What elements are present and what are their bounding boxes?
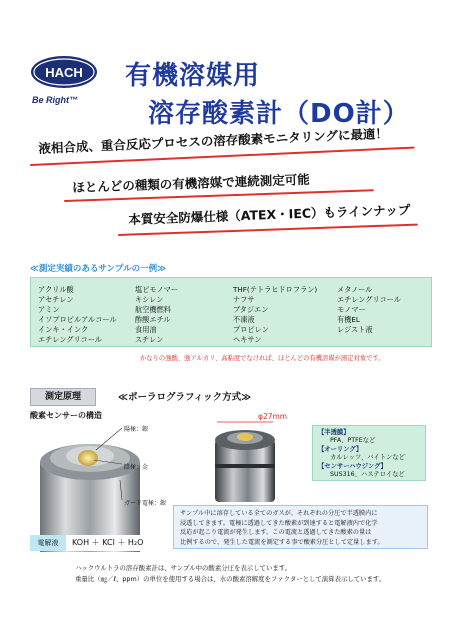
sample-item: キシレン bbox=[135, 295, 164, 304]
logo-text: HACH bbox=[45, 65, 83, 80]
spec-box bbox=[312, 425, 426, 481]
sample-item: イソプロピルアルコール bbox=[38, 315, 117, 324]
description-line: サンプル中に溶存している全てのガスが、それぞれの分圧で半透膜内に bbox=[180, 510, 378, 517]
description-line: 反応が起こり電流が発生します。この電流と透過してきた酸素の量は bbox=[180, 529, 372, 537]
samples-column bbox=[135, 285, 178, 345]
sample-item: 有機EL bbox=[337, 315, 360, 324]
sample-item: ナフサ bbox=[233, 295, 255, 304]
tagline: Be Right™ bbox=[32, 95, 78, 105]
title-line-2: 溶存酸素計（DO計） bbox=[148, 99, 410, 129]
samples-column bbox=[38, 285, 117, 345]
hach-logo bbox=[30, 55, 98, 89]
sample-item: プロピレン bbox=[233, 325, 269, 334]
sample-item: アクリル酸 bbox=[38, 285, 74, 294]
sample-item: 不凍液 bbox=[233, 315, 255, 324]
sensor-structure-title: 酸素センサーの構造 bbox=[30, 411, 102, 420]
sample-item: エチレングリコール bbox=[38, 335, 102, 344]
headline-1: 液相合成、重合反応プロセスの溶存酸素モニタリングに最適！ bbox=[38, 125, 389, 156]
principle-description bbox=[173, 505, 428, 549]
samples-box bbox=[30, 277, 432, 347]
footnote-1: ハックウルトラの溶存酸素計は、サンプル中の酸素分圧を表示しています。 bbox=[75, 564, 291, 572]
sample-item: メタノール bbox=[337, 285, 373, 294]
sample-item: インキ・インク bbox=[38, 325, 89, 334]
method-title: ≪ポーラログラフィック方式≫ bbox=[118, 392, 252, 403]
headline-3: 本質安全防爆仕様（ATEX・IEC）もラインナップ bbox=[128, 202, 411, 227]
sample-item: 食用油 bbox=[135, 325, 157, 334]
samples-column bbox=[233, 285, 317, 345]
anode-label: 陽極：銀 bbox=[124, 426, 149, 433]
sample-item: 酢酸エチル bbox=[135, 315, 171, 324]
title-line-1: 有機溶媒用 bbox=[125, 61, 261, 91]
footnote-2: 重量比（㎎／ℓ、ppm）の単位を使用する場合は、水の酸素溶解度をファクターとして演算表示しています。 bbox=[75, 575, 386, 583]
spec-heading: 【オーリング】 bbox=[318, 445, 363, 453]
sample-item: ヘキサン bbox=[233, 335, 262, 344]
sample-item: レジスト液 bbox=[337, 325, 373, 334]
sample-item: THF(テトラヒドロフラン) bbox=[233, 285, 318, 294]
spec-heading: 【センサーハウジング】 bbox=[318, 462, 387, 470]
spec-value: SUS316、ハステロイなど bbox=[330, 471, 405, 479]
sample-item: スチレン bbox=[135, 335, 164, 344]
electrolyte-formula: KOH ＋ KCl ＋ H₂O bbox=[72, 538, 144, 547]
sample-item: ブタジエン bbox=[233, 305, 269, 314]
sample-item: アセチレン bbox=[38, 295, 74, 304]
sample-item: アミン bbox=[38, 305, 60, 314]
electrolyte-label: 電解液 bbox=[30, 535, 66, 551]
principle-label: 測定原理 bbox=[30, 388, 96, 406]
spec-value: PFA、PTFEなど bbox=[330, 437, 376, 445]
samples-column bbox=[337, 285, 401, 335]
description-line: 比例するので、発生した電流を測定する事で酸素分圧として定量します。 bbox=[180, 538, 384, 546]
guard-electrode-label: ガード電極：銀 bbox=[124, 500, 167, 507]
spec-value: カルレッツ、バイトンなど bbox=[330, 454, 405, 462]
sample-item: モノマー bbox=[337, 305, 366, 314]
sample-item: 航空機燃料 bbox=[135, 305, 171, 314]
sample-item: エチレングリコール bbox=[337, 295, 401, 304]
samples-note: かなりの強酸、強アルカリ、高粘度でなければ、ほとんどの有機溶媒が測定対象です。 bbox=[140, 355, 385, 362]
sensor-probe-image bbox=[195, 412, 295, 504]
sample-item: 塩ビモノマー bbox=[135, 285, 179, 294]
headline-2: ほとんどの種類の有機溶媒で連続測定可能 bbox=[72, 171, 310, 195]
electrolyte-row bbox=[30, 535, 170, 551]
spec-heading: 【半透膜】 bbox=[318, 429, 350, 436]
diameter-label: φ27mm bbox=[258, 412, 288, 421]
description-line: 浸透してきます。電極に透過してきた酸素が到達すると電解液内で化学 bbox=[180, 519, 378, 527]
cathode-label: 陰極：金 bbox=[124, 464, 149, 471]
samples-section-title: ≪測定実績のあるサンプルの一例≫ bbox=[30, 264, 167, 274]
